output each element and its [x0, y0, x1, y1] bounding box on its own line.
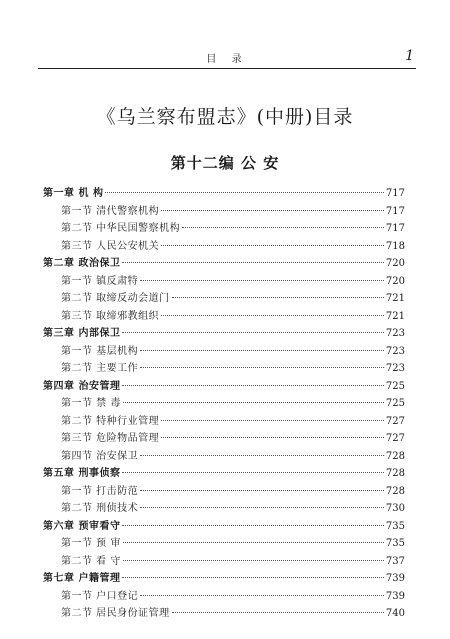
dot-leader [122, 577, 383, 578]
dot-leader [123, 402, 384, 403]
toc-entry-page: 737 [385, 555, 405, 567]
toc-section-entry [43, 343, 405, 361]
toc-entry-page: 717 [385, 188, 405, 199]
toc-section-entry [43, 483, 405, 501]
toc-entry-label: 第一节 禁 毒 [61, 398, 121, 409]
book-title: 《乌兰察布盟志》(中册)目录 [96, 106, 354, 128]
toc-entry-page: 727 [385, 415, 405, 427]
toc-entry-page: 723 [385, 328, 405, 339]
toc-entry-page: 739 [385, 573, 405, 584]
toc-section-entry [43, 360, 405, 378]
section-title: 第十二编 公 安 [170, 154, 280, 172]
toc-entry-page: 728 [385, 450, 405, 462]
toc-entry-page: 727 [385, 433, 405, 444]
dot-leader [122, 472, 383, 473]
dot-leader [182, 227, 384, 228]
toc-entry-page: 728 [385, 485, 405, 497]
toc-entry-page: 718 [385, 240, 405, 252]
toc-chapter-entry [43, 378, 405, 396]
toc-entry-page: 721 [385, 310, 405, 322]
dot-leader [161, 315, 384, 316]
table-of-contents [43, 185, 405, 623]
toc-entry-label: 第一节 预 审 [61, 538, 121, 549]
dot-leader [172, 612, 384, 613]
toc-entry-page: 730 [385, 503, 405, 514]
toc-entry-label: 第二节 特种行业管理 [61, 415, 160, 427]
toc-section-entry [43, 448, 405, 466]
toc-section-entry [43, 203, 405, 221]
toc-entry-label: 第二节 看 守 [61, 555, 121, 567]
toc-entry-page: 721 [385, 293, 405, 304]
dot-leader [140, 507, 384, 508]
toc-entry-page: 720 [385, 258, 405, 269]
toc-entry-page: 740 [385, 608, 405, 619]
toc-section-entry [43, 290, 405, 308]
dot-leader [122, 262, 383, 263]
toc-section-entry [43, 500, 405, 518]
dot-leader [140, 280, 384, 281]
toc-entry-page: 735 [385, 520, 405, 532]
dot-leader [123, 560, 384, 561]
toc-section-entry [43, 273, 405, 291]
toc-section-entry [43, 430, 405, 448]
toc-entry-label: 第三节 取缔邪教组织 [61, 310, 160, 322]
dot-leader [172, 297, 384, 298]
dot-leader [161, 420, 384, 421]
toc-entry-label: 第三章 内部保卫 [43, 328, 121, 339]
toc-section-entry [43, 413, 405, 431]
toc-entry-label: 第三节 危险物品管理 [61, 433, 160, 444]
toc-entry-page: 717 [385, 223, 405, 234]
dot-leader [161, 245, 384, 246]
toc-entry-label: 第一节 基层机构 [61, 345, 139, 357]
toc-entry-label: 第二章 政治保卫 [43, 258, 121, 269]
dot-leader [161, 210, 384, 211]
toc-section-entry [43, 535, 405, 553]
toc-entry-label: 第二节 居民身份证管理 [61, 608, 170, 619]
toc-entry-page: 725 [385, 380, 405, 392]
toc-entry-label: 第二节 中华民国警察机构 [61, 223, 181, 234]
toc-section-entry [43, 220, 405, 238]
toc-entry-label: 第一节 镇反肃特 [61, 275, 139, 287]
dot-leader [140, 367, 384, 368]
toc-entry-label: 第一节 清代警察机构 [61, 205, 160, 217]
toc-entry-page: 725 [385, 398, 405, 409]
dot-leader [122, 332, 383, 333]
toc-entry-label: 第三节 人民公安机关 [61, 240, 160, 252]
toc-entry-label: 第一节 户口登记 [61, 590, 139, 602]
toc-entry-label: 第七章 户籍管理 [43, 573, 121, 584]
dot-leader [140, 595, 384, 596]
toc-entry-label: 第二节 主要工作 [61, 363, 139, 374]
toc-section-entry [43, 605, 405, 623]
toc-chapter-entry [43, 185, 405, 203]
toc-chapter-entry [43, 465, 405, 483]
dot-leader [105, 192, 383, 193]
running-header [38, 50, 416, 69]
toc-entry-page: 728 [385, 468, 405, 479]
toc-chapter-entry [43, 518, 405, 536]
dot-leader [161, 437, 384, 438]
toc-entry-page: 723 [385, 363, 405, 374]
toc-entry-page: 739 [385, 590, 405, 602]
toc-entry-page: 720 [385, 275, 405, 287]
running-header-title: 目 录 [206, 54, 248, 65]
toc-chapter-entry [43, 570, 405, 588]
toc-entry-label: 第四节 治安保卫 [61, 450, 139, 462]
toc-section-entry [43, 238, 405, 256]
toc-section-entry [43, 553, 405, 571]
dot-leader [123, 542, 384, 543]
toc-entry-label: 第二节 取缔反动会道门 [61, 293, 170, 304]
page-number: 1 [405, 48, 414, 64]
toc-entry-page: 723 [385, 345, 405, 357]
dot-leader [140, 490, 384, 491]
dot-leader [140, 455, 384, 456]
toc-entry-label: 第五章 刑事侦察 [43, 468, 121, 479]
dot-leader [140, 350, 384, 351]
dot-leader [122, 385, 383, 386]
toc-entry-label: 第四章 治安管理 [43, 380, 121, 392]
toc-chapter-entry [43, 255, 405, 273]
toc-section-entry [43, 308, 405, 326]
toc-entry-label: 第六章 预审看守 [43, 520, 121, 532]
toc-chapter-entry [43, 325, 405, 343]
toc-entry-page: 717 [385, 205, 405, 217]
toc-section-entry [43, 588, 405, 606]
toc-entry-page: 735 [385, 538, 405, 549]
toc-entry-label: 第一节 打击防范 [61, 485, 139, 497]
toc-entry-label: 第二节 刑侦技术 [61, 503, 139, 514]
toc-entry-label: 第一章 机 构 [43, 188, 104, 199]
dot-leader [122, 525, 383, 526]
toc-section-entry [43, 395, 405, 413]
